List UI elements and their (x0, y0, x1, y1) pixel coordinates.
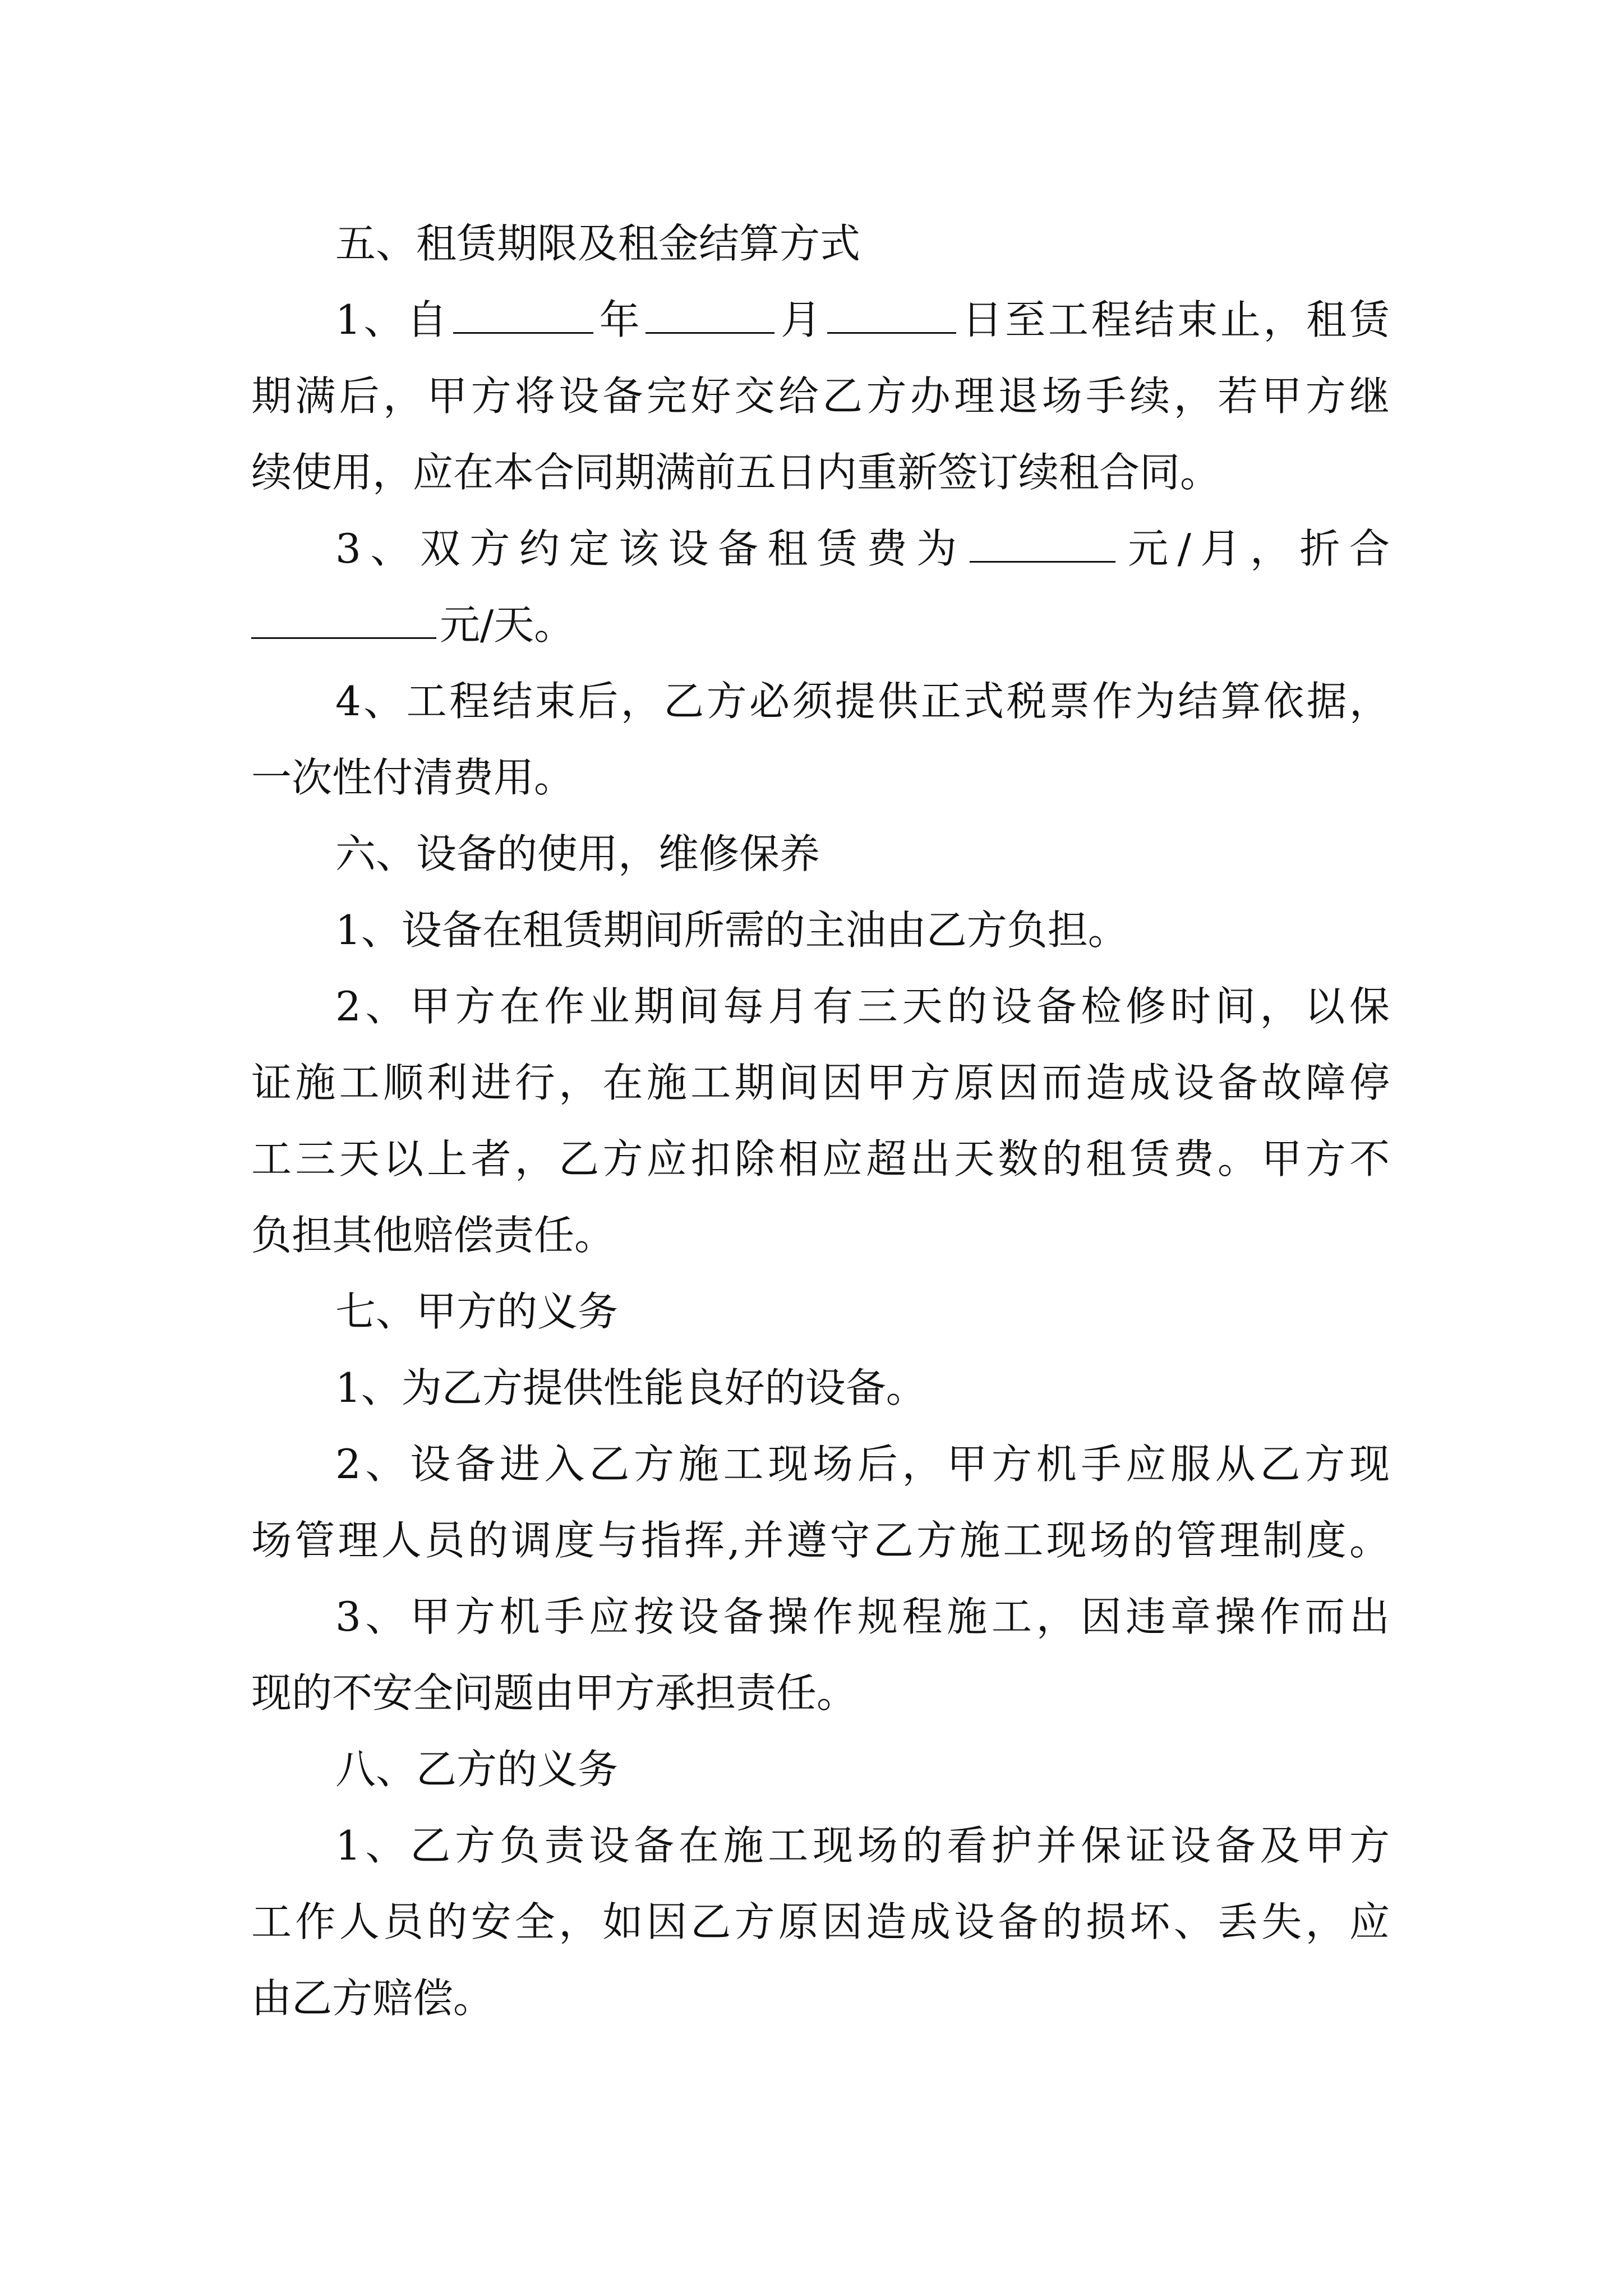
blank-monthly-fee (970, 528, 1115, 563)
section-5-item-1-line-1 (251, 282, 1390, 358)
section-8-heading: 八、乙方的义务 (335, 1746, 619, 1793)
section-6-item-2-line-4: 负担其他赔偿责任。 (251, 1212, 615, 1259)
item-text: 3、双方约定该设备租赁费为 (335, 525, 966, 572)
blank-day (827, 300, 956, 334)
section-7-heading: 七、甲方的义务 (335, 1288, 619, 1335)
section-5-heading: 五、租赁期限及租金结算方式 (335, 220, 861, 267)
section-6-item-2-line-3: 工三天以上者，乙方应扣除相应超出天数的租赁费。甲方不 (251, 1135, 1390, 1182)
item-text: 日至工程结束止，租赁 (959, 296, 1390, 343)
section-7-item-2-line-1: 2、设备进入乙方施工现场后，甲方机手应服从乙方现 (335, 1441, 1390, 1488)
section-5-item-4-line-1: 4、工程结束后，乙方必须提供正式税票作为结算依据， (335, 678, 1390, 725)
blank-month (645, 300, 774, 334)
item-text: 1、自 (335, 296, 450, 343)
section-8-item-1-line-3: 由乙方赔偿。 (251, 1975, 494, 2022)
item-text: 月 (778, 296, 824, 343)
item-text: 元/天。 (440, 601, 575, 648)
section-6-item-1: 1、设备在租赁期间所需的主油由乙方负担。 (335, 907, 1128, 954)
item-text: 元/月，折合 (1118, 525, 1390, 572)
section-5-item-1-line-3: 续使用，应在本合同期满前五日内重新签订续租合同。 (251, 449, 1221, 496)
item-text: 年 (596, 296, 643, 343)
section-6-heading: 六、设备的使用，维修保养 (335, 830, 820, 877)
section-5-item-4-line-2: 一次性付清费用。 (251, 754, 575, 801)
section-7-item-3-line-1: 3、甲方机手应按设备操作规程施工，因违章操作而出 (335, 1593, 1390, 1640)
blank-year (453, 300, 593, 334)
section-5-item-1-line-2: 期满后，甲方将设备完好交给乙方办理退场手续，若甲方继 (251, 372, 1390, 420)
section-8-item-1-line-2: 工作人员的安全，如因乙方原因造成设备的损坏、丢失，应 (251, 1898, 1390, 1945)
section-7-item-3-line-2: 现的不安全问题由甲方承担责任。 (251, 1669, 857, 1717)
section-7-item-2-line-2: 场管理人员的调度与指挥,并遵守乙方施工现场的管理制度。 (251, 1517, 1390, 1564)
section-5-item-3-line-2 (251, 587, 1390, 663)
blank-daily-fee (251, 605, 436, 639)
section-7-item-1: 1、为乙方提供性能良好的设备。 (335, 1364, 926, 1411)
section-6-item-2-line-2: 证施工顺利进行，在施工期间因甲方原因而造成设备故障停 (251, 1059, 1390, 1106)
section-5-item-3-line-1 (251, 510, 1390, 587)
section-8-item-1-line-1: 1、乙方负责设备在施工现场的看护并保证设备及甲方 (335, 1822, 1390, 1869)
section-6-item-2-line-1: 2、甲方在作业期间每月有三天的设备检修时间，以保 (335, 983, 1390, 1030)
document-body (251, 205, 1390, 2036)
